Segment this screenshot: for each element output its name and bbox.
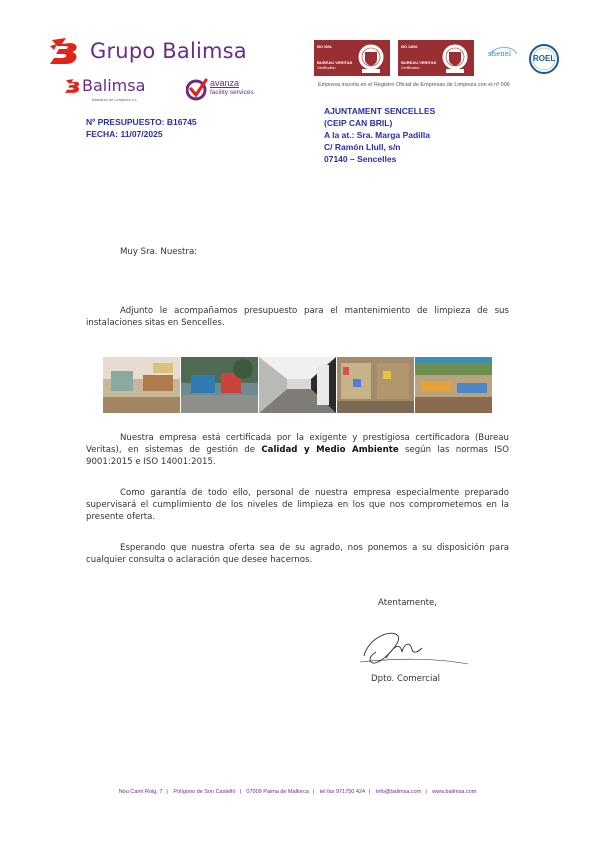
avanza-subtitle: facility services: [210, 89, 254, 96]
recipient-line: C/ Ramón Llull, s/n: [324, 142, 401, 152]
bureau-veritas-seal-icon: [356, 42, 386, 74]
dining-room-photo: [415, 357, 492, 413]
paragraph-guarantee: Como garantía de todo ello, personal de nuestra empresa especialmente preparado supervisará el cumplimiento de los niveles de limpieza en los que nos comprometemos en la presente oferta.: [86, 488, 509, 523]
footer-address: Nou Camí Roig, 7: [118, 789, 163, 795]
balimsa-subtitle: Baleares de Limpieza s.L.: [92, 97, 139, 102]
budget-number: Nº PRESUPUESTO: B16745: [86, 117, 197, 127]
iso-9001-badge: [314, 40, 390, 76]
cert-body-label: BUREAU VERITAS: [317, 60, 353, 65]
footer-email: info@balimsa.com: [376, 789, 422, 795]
paragraph-certification: [86, 432, 509, 469]
playground-photo: [181, 357, 258, 413]
budget-date: FECHA: 11/07/2025: [86, 128, 163, 139]
recipient-line: A la at.: Sra. Marga Padilla: [324, 130, 430, 140]
footer-website: www.balimsa.com: [432, 789, 477, 795]
cert-type-label: Certification: [317, 66, 336, 70]
cert-body-label: BUREAU VERITAS: [401, 60, 437, 65]
footer-industrial-park: Polígono de Son Castelló: [173, 789, 236, 795]
recipient-line: 07140 – Sencelles: [324, 154, 397, 164]
grupo-balimsa-name: Grupo Balimsa: [90, 39, 247, 63]
footer-city: 07009 Palma de Mallorca: [246, 789, 309, 795]
balimsa-logo: [64, 76, 174, 106]
balimsa-name: Balimsa: [82, 76, 146, 95]
paragraph-intro: Adjunto le acompañamos presupuesto para el mantenimiento de limpieza de sus instalaciones sitas en Sencelles.: [86, 306, 509, 329]
p2-text-after: según las normas ISO 9001:2015 e ISO 14001:2015.: [86, 445, 509, 468]
shenel-logo: [486, 42, 520, 76]
footer-contact: Nou Camí Roig, 7 | Polígono de Son Castelló | 07009 Palma de Mallorca | tel fax 971750 424 | info@balimsa.com | www.balimsa.com: [118, 789, 477, 795]
avanza-logo: [186, 77, 266, 103]
shenel-name: shenel: [488, 50, 512, 58]
closing-salutation: Atentamente,: [378, 598, 437, 608]
balimsa-b-mark-icon: [48, 36, 82, 66]
balimsa-b-small-icon: [64, 78, 82, 94]
recipient-line: (CEIP CAN BRIL): [324, 118, 393, 128]
paragraph-closing: Esperando que nuestra oferta sea de su agrado, nos ponemos a su disposición para cualquier consulta o aclaración que desee hacernos.: [86, 543, 509, 566]
roel-text: ROEL: [533, 54, 556, 63]
avanza-check-icon: [186, 77, 208, 101]
greeting: Muy Sra. Nuestra:: [120, 247, 198, 257]
handwritten-signature: [356, 624, 472, 674]
cert-iso-label: ISO 9001: [317, 45, 332, 49]
p2-text-before: Nuestra empresa está certificada por la exigente y prestigiosa certificadora (Bureau Veritas), en sistemas de gestión de: [86, 433, 509, 456]
footer-phone: tel fax 971750 424: [319, 789, 366, 795]
classroom-photo: [103, 357, 180, 413]
bureau-veritas-seal-icon: [440, 42, 470, 74]
recipient-line: AJUNTAMENT SENCELLES: [324, 106, 436, 116]
facility-photo-strip: [103, 357, 492, 413]
corridor-photo: [259, 357, 336, 413]
p2-bold-text: Calidad y Medio Ambiente: [261, 445, 399, 456]
roel-logo: [527, 43, 561, 75]
department: Dpto. Comercial: [371, 674, 441, 684]
recipient-address: [324, 105, 435, 165]
iso-14001-badge: [398, 40, 474, 76]
shenel-arc-icon: [486, 42, 520, 76]
grupo-balimsa-logo: [48, 34, 288, 68]
cert-iso-label: ISO 14001: [401, 45, 418, 49]
storage-room-photo: [337, 357, 414, 413]
cert-type-label: Certification: [401, 66, 420, 70]
reference-block: [86, 117, 197, 140]
avanza-name: avanza: [210, 78, 240, 88]
registry-note: Empresa inscrita en el Registro Oficial de Empresas de Limpieza con el nº 006: [318, 82, 510, 88]
